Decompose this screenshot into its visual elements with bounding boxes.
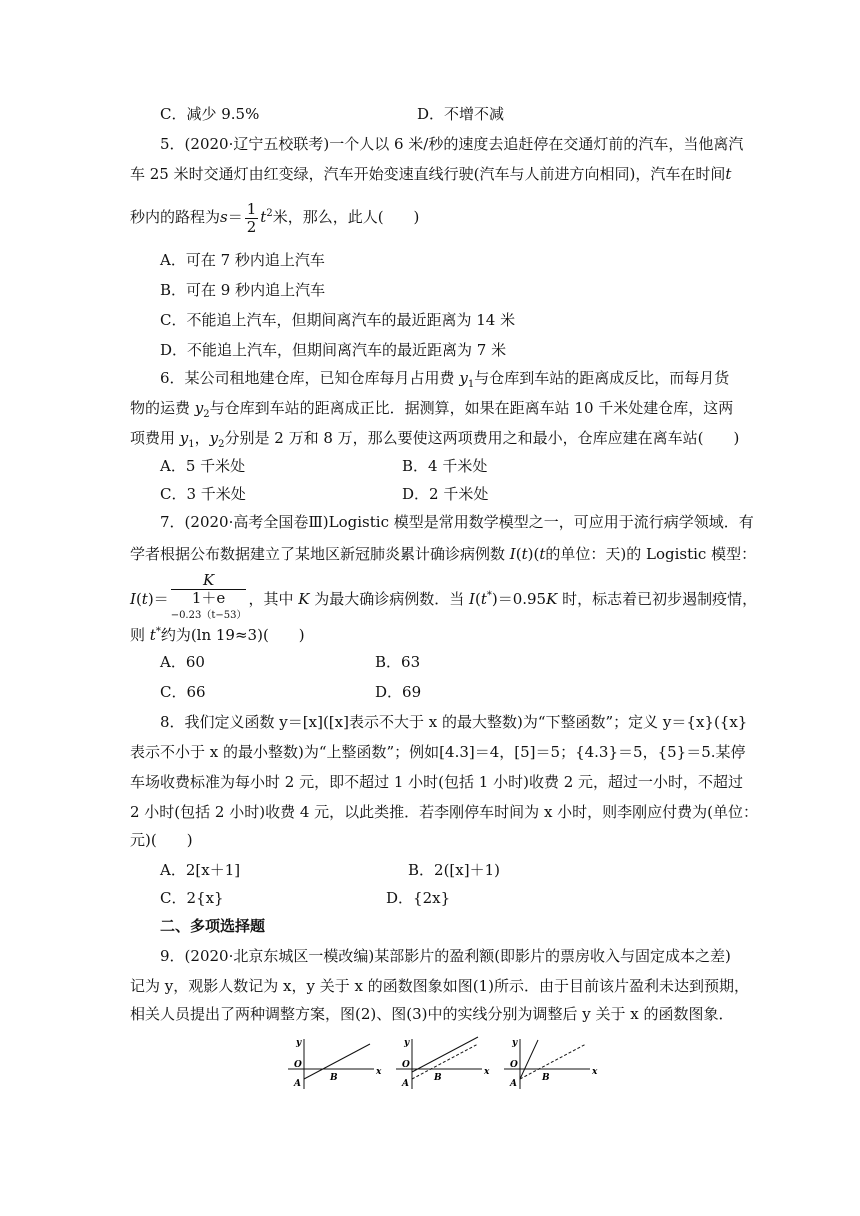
graph-3-origin-label: O	[510, 1060, 518, 1070]
q8-line-3: 车场收费标准为每小时 2 元，即不超过 1 小时(包括 1 小时)收费 2 元，超过一小时，不超过	[130, 773, 744, 791]
graph-2-y-label: y	[404, 1038, 410, 1048]
q5-line-3: 秒内的路程为s＝ $\frac{1}{2}$ $t^2$米，那么，此人( )	[130, 199, 420, 236]
q7-option-d: D．69	[375, 683, 422, 701]
graph-1-origin-label: O	[294, 1060, 302, 1070]
q5-line-1: 5．(2020·辽宁五校联考)一个人以 6 米/秒的速度去追赶停在交通灯前的汽车，当他离汽	[160, 135, 744, 153]
q8-option-d: D．{2x}	[386, 889, 451, 907]
q8-line-1: 8．我们定义函数 y＝[x]([x]表示不大于 x 的最大整数)为“下整函数”；定义 y＝{x}({x}	[160, 713, 748, 731]
q6-option-a: A．5 千米处	[160, 457, 246, 475]
q9-line-2: 记为 y，观影人数记为 x，y 关于 x 的函数图象如图(1)所示．由于目前该片盈利未达到预期，	[130, 977, 749, 995]
q8-option-a: A．2[x＋1]	[160, 861, 241, 879]
q7-option-c: C．66	[160, 683, 206, 701]
function-graphs	[286, 1034, 606, 1094]
graph-1	[288, 1038, 382, 1089]
half-fraction: $\frac{1}{2}$	[246, 199, 257, 236]
q8-line-2: 表示不小于 x 的最小整数)为“上整函数”；例如[4.3]＝4，[5]＝5；{4.3}＝5，{5}＝5.某停	[130, 743, 746, 761]
q5-option-c: C．不能追上汽车，但期间离汽车的最近距离为 14 米	[160, 311, 516, 329]
q4-option-d: D．不增不减	[417, 105, 505, 123]
q6-option-d: D．2 千米处	[402, 485, 489, 503]
graph-2-b-label: B	[434, 1073, 442, 1083]
graph-2-a-label: A	[402, 1079, 409, 1089]
q5-option-a: A．可在 7 秒内追上汽车	[160, 251, 325, 269]
graph-3-a-label: A	[510, 1079, 517, 1089]
q6-line-2: 物的运费 $y_2$与仓库到车站的距离成正比．据测算，如果在距离车站 10 千米处建仓库，这两	[130, 399, 734, 420]
logistic-fraction: K 1＋e $^{-0.23(t-53)}$	[170, 571, 247, 621]
q7-line-3: I(t)＝ K 1＋e $^{-0.23(t-53)}$ ，其中 K 为最大确诊病例数．当 I(t*)＝0.95K 时，标志着已初步遏制疫情，	[130, 572, 757, 628]
q5-option-b: B．可在 9 秒内追上汽车	[160, 281, 326, 299]
q7-option-b: B．63	[375, 653, 421, 671]
graph-2-x-label: x	[484, 1067, 490, 1077]
q8-line-5: 元)( )	[130, 831, 193, 849]
section-heading: 二、多项选择题	[160, 917, 266, 935]
graph-1-y-label: y	[296, 1038, 302, 1048]
graph-3-x-label: x	[592, 1067, 598, 1077]
q7-line-1: 7．(2020·高考全国卷Ⅲ)Logistic 模型是常用数学模型之一，可应用于流行病学领域．有	[160, 513, 754, 531]
q6-option-c: C．3 千米处	[160, 485, 246, 503]
q8-line-4: 2 小时(包括 2 小时)收费 4 元，以此类推．若李刚停车时间为 x 小时，则李刚应付费为(单位：	[130, 803, 759, 821]
q7-line-2: 学者根据公布数据建立了某地区新冠肺炎累计确诊病例数 I(t)(t的单位：天)的 Logistic 模型：	[130, 545, 757, 563]
q6-line-1: 6．某公司租地建仓库，已知仓库每月占用费 $y_1$与仓库到车站的距离成反比，而每月货	[160, 369, 730, 390]
q8-option-c: C．2{x}	[160, 889, 224, 907]
q8-option-b: B．2([x]＋1)	[408, 861, 500, 879]
graph-2-origin-label: O	[402, 1060, 410, 1070]
graph-3-y-label: y	[512, 1038, 518, 1048]
q7-option-a: A．60	[160, 653, 205, 671]
q5-line-2: 车 25 米时交通灯由红变绿，汽车开始变速直线行驶(汽车与人前进方向相同)，汽车在时间t	[130, 165, 732, 183]
q7-line-4: 则 t*约为(ln 19≈3)( )	[130, 626, 305, 644]
graph-3-b-label: B	[542, 1073, 550, 1083]
graph-1-b-label: B	[330, 1073, 338, 1083]
graph-1-a-label: A	[294, 1079, 301, 1089]
q9-line-1: 9．(2020·北京东城区一模改编)某部影片的盈利额(即影片的票房收入与固定成本之差)	[160, 947, 731, 965]
q5-option-d: D．不能追上汽车，但期间离汽车的最近距离为 7 米	[160, 341, 507, 359]
q6-option-b: B．4 千米处	[402, 457, 488, 475]
graph-1-x-label: x	[376, 1067, 382, 1077]
q9-line-3: 相关人员提出了两种调整方案，图(2)、图(3)中的实线分别为调整后 y 关于 x 的函数图象．	[130, 1005, 734, 1023]
graph-3	[504, 1038, 598, 1089]
q4-option-c: C．减少 9.5%	[160, 105, 260, 123]
q6-line-3: 项费用 $y_1$，$y_2$分别是 2 万和 8 万，那么要使这两项费用之和最小，仓库应建在离车站( )	[130, 429, 740, 450]
graph-2	[396, 1037, 490, 1089]
